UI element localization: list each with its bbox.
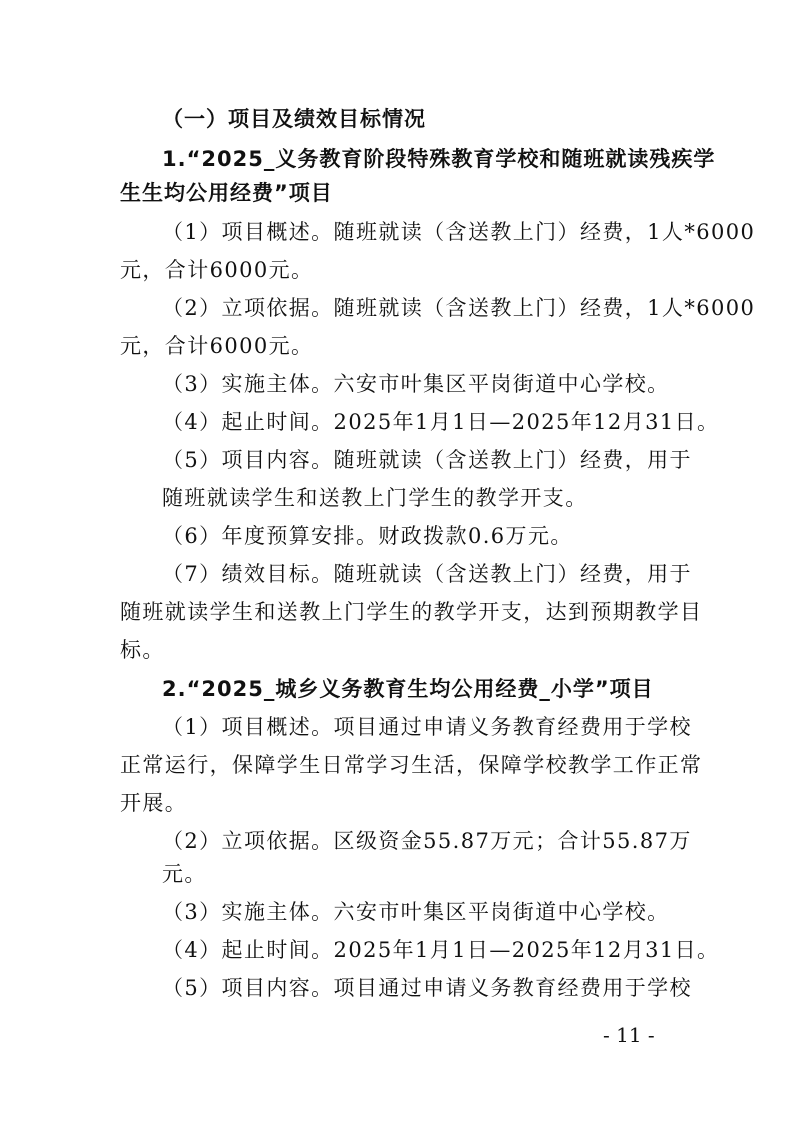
project-1-period: （4）起止时间。2025年1月1日—2025年12月31日。: [162, 410, 720, 434]
project-1-budget: （6）年度预算安排。财政拨款0.6万元。: [162, 524, 573, 548]
project-2-period: （4）起止时间。2025年1月1日—2025年12月31日。: [162, 938, 720, 962]
project-1-basis-cont: 元，合计6000元。: [120, 334, 314, 358]
project-2-overview-end: 开展。: [120, 791, 188, 815]
project-2-content: （5）项目内容。项目通过申请义务教育经费用于学校: [162, 976, 692, 1000]
project-1-implementer: （3）实施主体。六安市叶集区平岗街道中心学校。: [162, 372, 670, 396]
project-2-implementer: （3）实施主体。六安市叶集区平岗街道中心学校。: [162, 900, 670, 924]
project-1-overview-cont: 元，合计6000元。: [120, 258, 314, 282]
project-1-basis: （2）立项依据。随班就读（含送教上门）经费，1人*6000: [162, 296, 756, 320]
page-number: - 11 -: [603, 1023, 655, 1047]
project-1-goal-cont: 随班就读学生和送教上门学生的教学开支，达到预期教学目: [120, 600, 703, 624]
project-1-title-cont: 生生均公用经费”项目: [120, 181, 333, 205]
section-heading: （一）项目及绩效目标情况: [162, 107, 426, 131]
project-1-goal: （7）绩效目标。随班就读（含送教上门）经费，用于: [162, 562, 692, 586]
project-2-basis: （2）立项依据。区级资金55.87万元；合计55.87万: [162, 829, 692, 853]
project-2-basis-cont: 元。: [162, 862, 207, 886]
project-1-content: （5）项目内容。随班就读（含送教上门）经费，用于: [162, 448, 692, 472]
project-2-overview-cont: 正常运行，保障学生日常学习生活，保障学校教学工作正常: [120, 753, 703, 777]
project-2-title: 2.“2025_城乡义务教育生均公用经费_小学”项目: [162, 677, 654, 701]
project-1-overview: （1）项目概述。随班就读（含送教上门）经费，1人*6000: [162, 220, 756, 244]
project-2-overview: （1）项目概述。项目通过申请义务教育经费用于学校: [162, 715, 692, 739]
project-1-goal-end: 标。: [120, 638, 165, 662]
project-1-title: 1.“2025_义务教育阶段特殊教育学校和随班就读残疾学: [162, 147, 716, 171]
project-1-content-cont: 随班就读学生和送教上门学生的教学开支。: [162, 486, 588, 510]
